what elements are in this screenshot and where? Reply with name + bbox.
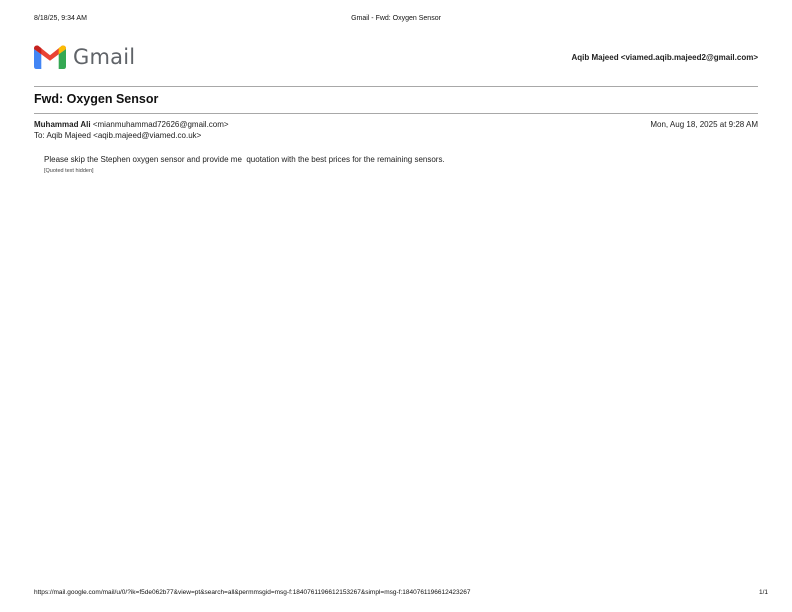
print-title: Gmail - Fwd: Oxygen Sensor	[351, 15, 441, 22]
sent-date: Mon, Aug 18, 2025 at 9:28 AM	[650, 120, 758, 129]
email-subject: Fwd: Oxygen Sensor	[34, 92, 159, 106]
account-label: Aqib Majeed <viamed.aqib.majeed2@gmail.com>	[571, 53, 758, 62]
recipient-line: To: Aqib Majeed <aqib.majeed@viamed.co.uk>	[34, 131, 202, 140]
gmail-wordmark: Gmail	[73, 45, 136, 69]
print-url: https://mail.google.com/mail/u/0/?ik=f5de062b77&view=pt&search=all&permmsgid=msg-f:1840761196612153267&simpl=msg-f:1840761196612423267	[34, 589, 471, 596]
print-footer	[34, 589, 768, 599]
gmail-brand	[34, 44, 135, 70]
sender-email: <mianmuhammad72626@gmail.com>	[92, 120, 229, 129]
gmail-m-icon	[34, 45, 66, 69]
sender-name: Muhammad Ali	[34, 120, 91, 129]
email-body: Please skip the Stephen oxygen sensor and provide me quotation with the best prices for the remaining sensors.	[44, 155, 445, 164]
subject-divider	[34, 113, 758, 114]
header-divider	[34, 86, 758, 87]
quoted-text-hidden[interactable]: [Quoted text hidden]	[44, 168, 94, 174]
page-number: 1/1	[758, 589, 768, 596]
print-date: 8/18/25, 9:34 AM	[34, 15, 87, 22]
sender-line	[34, 120, 229, 129]
print-header	[34, 15, 758, 27]
